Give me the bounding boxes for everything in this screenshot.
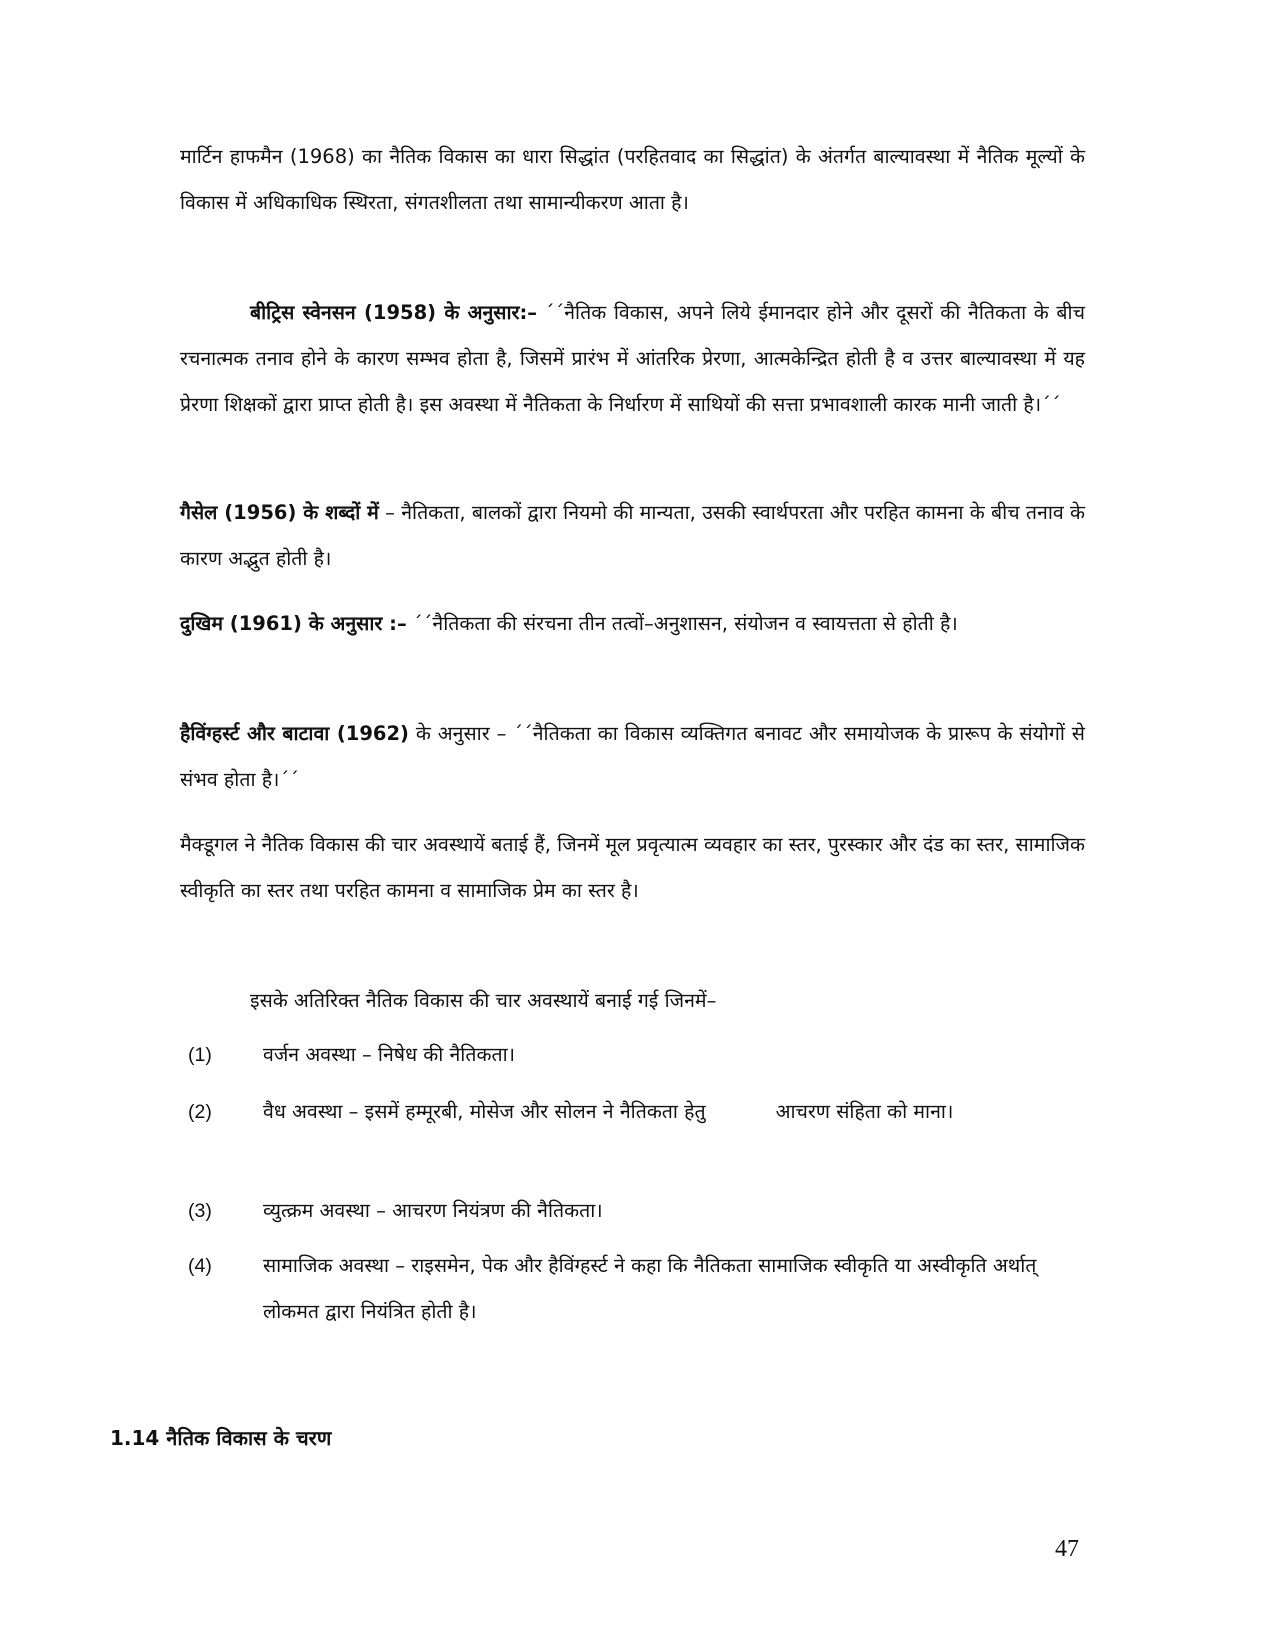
paragraph-hoffman bbox=[180, 134, 1085, 226]
paragraph-text: के अनुसार – ´´नैतिकता का विकास व्यक्तिगत बनावट और समायोजक के प्रारूप के संयोगों से संभव होता है।´´ bbox=[180, 722, 1085, 791]
list-number: (1) bbox=[188, 1044, 212, 1066]
list-item-content: आचरण संहिता को माना। bbox=[775, 1100, 954, 1123]
list-item-text bbox=[263, 1032, 1093, 1078]
list-item-content: वर्जन अवस्था – निषेध की नैतिकता। bbox=[263, 1043, 516, 1066]
paragraph-durkheim bbox=[180, 601, 1085, 647]
citation-lead: बीट्रिस स्वेनसन (1958) के अनुसार:– bbox=[250, 301, 538, 324]
list-item-text bbox=[263, 1089, 1093, 1135]
paragraph-mcdougall bbox=[180, 822, 1085, 914]
citation-lead: गैसेल (1956) के शब्दों में bbox=[180, 501, 379, 524]
section-heading: 1.14 नैतिक विकास के चरण bbox=[110, 1426, 332, 1450]
paragraph-text: ´´नैतिक विकास, अपने लिये ईमानदार होने और दूसरों की नैतिकता के बीच रचनात्मक तनाव होने के कारण सम्भव होता है, जिसमें प्रारंभ में आंतरिक प्रेरणा, आत्मकेन्द्रित होती है व उत्तर बाल्यावस्था में यह प्रेरणा शिक्षकों द्वारा प्राप्त होती है। इस अवस्था में नैतिकता के निर्धारण में साथियों की सत्ता प्रभावशाली कारक मानी जाती है।´´ bbox=[180, 301, 1085, 416]
list-number: (4) bbox=[188, 1255, 212, 1277]
list-item-content: सामाजिक अवस्था – राइसमेन, पेक और हैविंग्हर्स्ट ने कहा कि नैतिकता सामाजिक स्वीकृति या अस्वीकृति अर्थात् लोकमत द्वारा नियंत्रित होती है। bbox=[263, 1254, 1037, 1323]
paragraph-intro-list bbox=[180, 978, 1085, 1024]
paragraph-text: मार्टिन हाफमैन (1968) का नैतिक विकास का धारा सिद्धांत (परहितवाद का सिद्धांत) के अंतर्गत बाल्यावस्था में नैतिक मूल्यों के विकास में अधिकाधिक स्थिरता, संगतशीलता तथा सामान्यीकरण आता है। bbox=[180, 145, 1085, 214]
paragraph-havighurst bbox=[180, 711, 1085, 803]
list-number: (2) bbox=[188, 1101, 212, 1123]
paragraph-gesell bbox=[180, 490, 1085, 582]
citation-lead: दुखिम (1961) के अनुसार :– bbox=[180, 612, 407, 635]
citation-lead: हैविंग्हर्स्ट और बाटावा (1962) bbox=[180, 722, 409, 745]
paragraph-text: मैक्डूगल ने नैतिक विकास की चार अवस्थायें बताई हैं, जिनमें मूल प्रवृत्यात्म व्यवहार का स्तर, पुरस्कार और दंड का स्तर, सामाजिक स्वीकृति का स्तर तथा परहित कामना व सामाजिक प्रेम का स्तर है। bbox=[180, 833, 1085, 902]
paragraph-text: – नैतिकता, बालकों द्वारा नियमो की मान्यता, उसकी स्वार्थपरता और परहित कामना के बीच तनाव के कारण अद्भुत होती है। bbox=[180, 501, 1085, 570]
paragraph-swenson bbox=[180, 290, 1085, 428]
list-item-text bbox=[263, 1243, 1093, 1335]
list-item-text bbox=[263, 1188, 1093, 1234]
list-item-content: व्युत्क्रम अवस्था – आचरण नियंत्रण की नैतिकता। bbox=[263, 1199, 603, 1222]
paragraph-text: इसके अतिरिक्त नैतिक विकास की चार अवस्थायें बनाई गई जिनमें– bbox=[250, 989, 717, 1012]
paragraph-text: ´´नैतिकता की संरचना तीन तत्वों–अनुशासन, संयोजन व स्वायत्तता से होती है। bbox=[406, 612, 958, 635]
list-item-content: वैध अवस्था – इसमें हम्मूरबी, मोसेज और सोलन ने नैतिकता हेतु bbox=[263, 1100, 706, 1123]
list-number: (3) bbox=[188, 1200, 212, 1222]
page-number: 47 bbox=[1055, 1536, 1079, 1562]
